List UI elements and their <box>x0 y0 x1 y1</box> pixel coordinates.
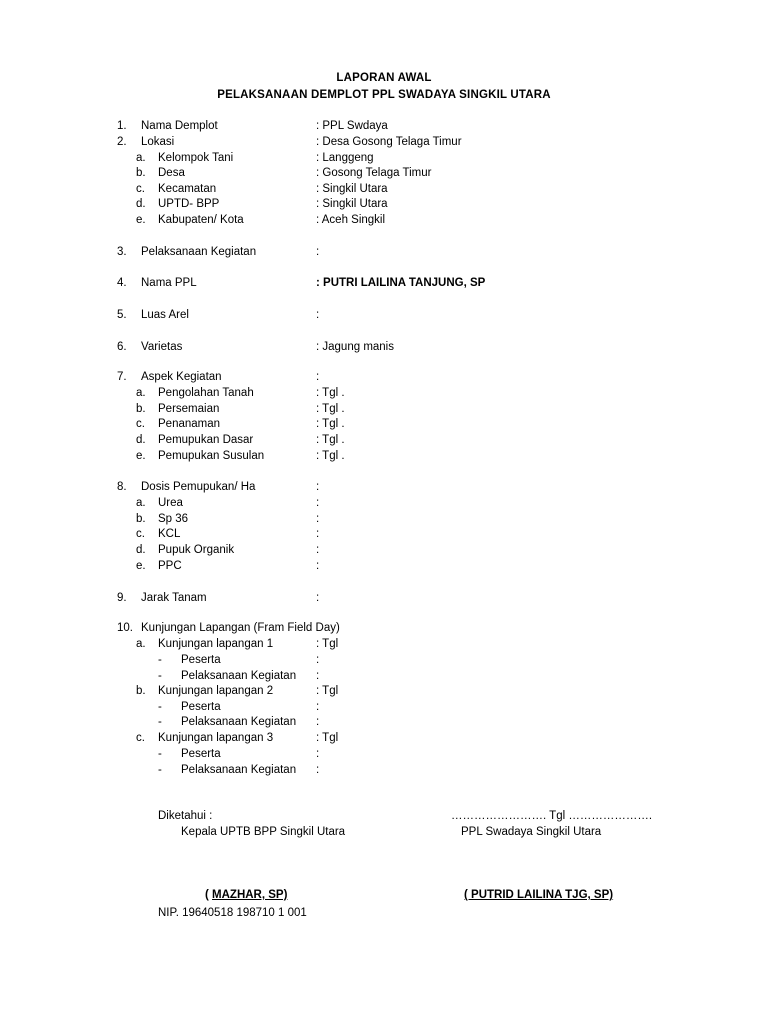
detail-dash: - <box>158 764 162 776</box>
item-label: Nama Demplot <box>141 120 218 132</box>
subitem-label: Pengolahan Tanah <box>158 387 254 399</box>
subitem-value: : <box>316 560 320 572</box>
detail-value: : <box>316 701 320 713</box>
item-number: 5. <box>117 309 127 321</box>
subitem-value: : Tgl . <box>316 418 345 430</box>
detail-value: : <box>316 748 320 760</box>
detail-dash: - <box>158 716 162 728</box>
left-signer-name <box>205 887 287 903</box>
subitem-value: : Tgl <box>316 732 339 744</box>
subitem-label: Pupuk Organik <box>158 544 235 556</box>
detail-label: Pelaksanaan Kegiatan <box>181 716 297 728</box>
subitem-label: Urea <box>158 497 183 509</box>
subitem-letter: e. <box>136 560 146 572</box>
subitem-label: KCL <box>158 528 181 540</box>
item-label: Luas Arel <box>141 309 189 321</box>
item-number: 4. <box>117 277 127 289</box>
subitem-value: : Gosong Telaga Timur <box>316 167 432 179</box>
item-number: 7. <box>117 371 127 383</box>
item-label: Dosis Pemupukan/ Ha <box>141 481 256 493</box>
subitem-letter: d. <box>136 434 146 446</box>
subitem-letter: e. <box>136 450 146 462</box>
item-value: : PPL Swdaya <box>316 120 388 132</box>
item-label: Aspek Kegiatan <box>141 371 222 383</box>
detail-value: : <box>316 670 320 682</box>
subitem-label: Pemupukan Susulan <box>158 450 265 462</box>
subitem-label: Kabupaten/ Kota <box>158 214 244 226</box>
subitem-label: Kelompok Tani <box>158 152 234 164</box>
item-label: Jarak Tanam <box>141 592 207 604</box>
item-value: : PUTRI LAILINA TANJUNG, SP <box>316 277 486 289</box>
detail-dash: - <box>158 670 162 682</box>
subitem-letter: b. <box>136 513 146 525</box>
subitem-value: : Tgl . <box>316 403 345 415</box>
subitem-letter: a. <box>136 152 146 164</box>
item-number: 1. <box>117 120 127 132</box>
report-subtitle: PELAKSANAAN DEMPLOT PPL SWADAYA SINGKIL UTARA <box>217 89 551 101</box>
subitem-value: : Singkil Utara <box>316 183 388 195</box>
known-label: Diketahui : <box>158 810 213 822</box>
detail-label: Peserta <box>181 701 221 713</box>
subitem-letter: c. <box>136 528 145 540</box>
item-label: Kunjungan Lapangan (Fram Field Day) <box>141 622 340 634</box>
subitem-label: Persemaian <box>158 403 220 415</box>
item-number: 6. <box>117 341 127 353</box>
detail-value: : <box>316 654 320 666</box>
subitem-value: : <box>316 544 320 556</box>
detail-dash: - <box>158 654 162 666</box>
right-signer-role: PPL Swadaya Singkil Utara <box>461 826 602 838</box>
subitem-letter: c. <box>136 418 145 430</box>
item-number: 9. <box>117 592 127 604</box>
subitem-letter: b. <box>136 403 146 415</box>
item-number: 8. <box>117 481 127 493</box>
item-number: 10. <box>117 622 133 634</box>
detail-label: Pelaksanaan Kegiatan <box>181 764 297 776</box>
subitem-value: : <box>316 513 320 525</box>
detail-label: Peserta <box>181 654 221 666</box>
subitem-value: : Singkil Utara <box>316 198 388 210</box>
subitem-letter: b. <box>136 685 146 697</box>
subitem-label: UPTD- BPP <box>158 198 220 210</box>
subitem-letter: e. <box>136 214 146 226</box>
place-date-line: ……………………. Tgl …………………. <box>451 810 653 822</box>
item-value: : Desa Gosong Telaga Timur <box>316 136 462 148</box>
subitem-value: : Aceh Singkil <box>316 214 386 226</box>
subitem-value: : Tgl . <box>316 387 345 399</box>
subitem-value: : Langgeng <box>316 152 374 164</box>
left-signer-name-open: ( <box>205 889 213 901</box>
subitem-label: Penanaman <box>158 418 221 430</box>
subitem-label: Kunjungan lapangan 2 <box>158 685 274 697</box>
item-value: : <box>316 592 320 604</box>
subitem-letter: b. <box>136 167 146 179</box>
subitem-value: : Tgl <box>316 685 339 697</box>
subitem-letter: a. <box>136 387 146 399</box>
detail-label: Peserta <box>181 748 221 760</box>
subitem-value: : <box>316 528 320 540</box>
detail-dash: - <box>158 701 162 713</box>
item-label: Pelaksanaan Kegiatan <box>141 246 257 258</box>
item-value: : <box>316 246 320 258</box>
detail-label: Pelaksanaan Kegiatan <box>181 670 297 682</box>
subitem-value: : Tgl . <box>316 434 345 446</box>
subitem-label: Desa <box>158 167 185 179</box>
detail-value: : <box>316 764 320 776</box>
subitem-label: Kunjungan lapangan 3 <box>158 732 274 744</box>
subitem-letter: d. <box>136 198 146 210</box>
item-value: : <box>316 481 320 493</box>
subitem-label: PPC <box>158 560 182 572</box>
subitem-letter: d. <box>136 544 146 556</box>
subitem-label: Kecamatan <box>158 183 217 195</box>
left-signer-name-text: MAZHAR, SP) <box>212 889 288 901</box>
item-label: Varietas <box>141 341 183 353</box>
report-title: LAPORAN AWAL <box>336 72 432 84</box>
left-signer-nip: NIP. 19640518 198710 1 001 <box>158 907 307 919</box>
subitem-letter: a. <box>136 638 146 650</box>
subitem-label: Kunjungan lapangan 1 <box>158 638 274 650</box>
item-value: : <box>316 371 320 383</box>
subitem-label: Pemupukan Dasar <box>158 434 254 446</box>
item-number: 2. <box>117 136 127 148</box>
subitem-value: : Tgl <box>316 638 339 650</box>
item-label: Lokasi <box>141 136 175 148</box>
subitem-letter: c. <box>136 183 145 195</box>
right-signer-name: ( PUTRID LAILINA TJG, SP) <box>464 889 614 901</box>
detail-dash: - <box>158 748 162 760</box>
item-number: 3. <box>117 246 127 258</box>
subitem-letter: c. <box>136 732 145 744</box>
item-value: : Jagung manis <box>316 341 394 353</box>
subitem-value: : <box>316 497 320 509</box>
subitem-label: Sp 36 <box>158 513 189 525</box>
item-label: Nama PPL <box>141 277 197 289</box>
subitem-value: : Tgl . <box>316 450 345 462</box>
item-value: : <box>316 309 320 321</box>
detail-value: : <box>316 716 320 728</box>
subitem-letter: a. <box>136 497 146 509</box>
left-signer-role: Kepala UPTB BPP Singkil Utara <box>181 826 346 838</box>
